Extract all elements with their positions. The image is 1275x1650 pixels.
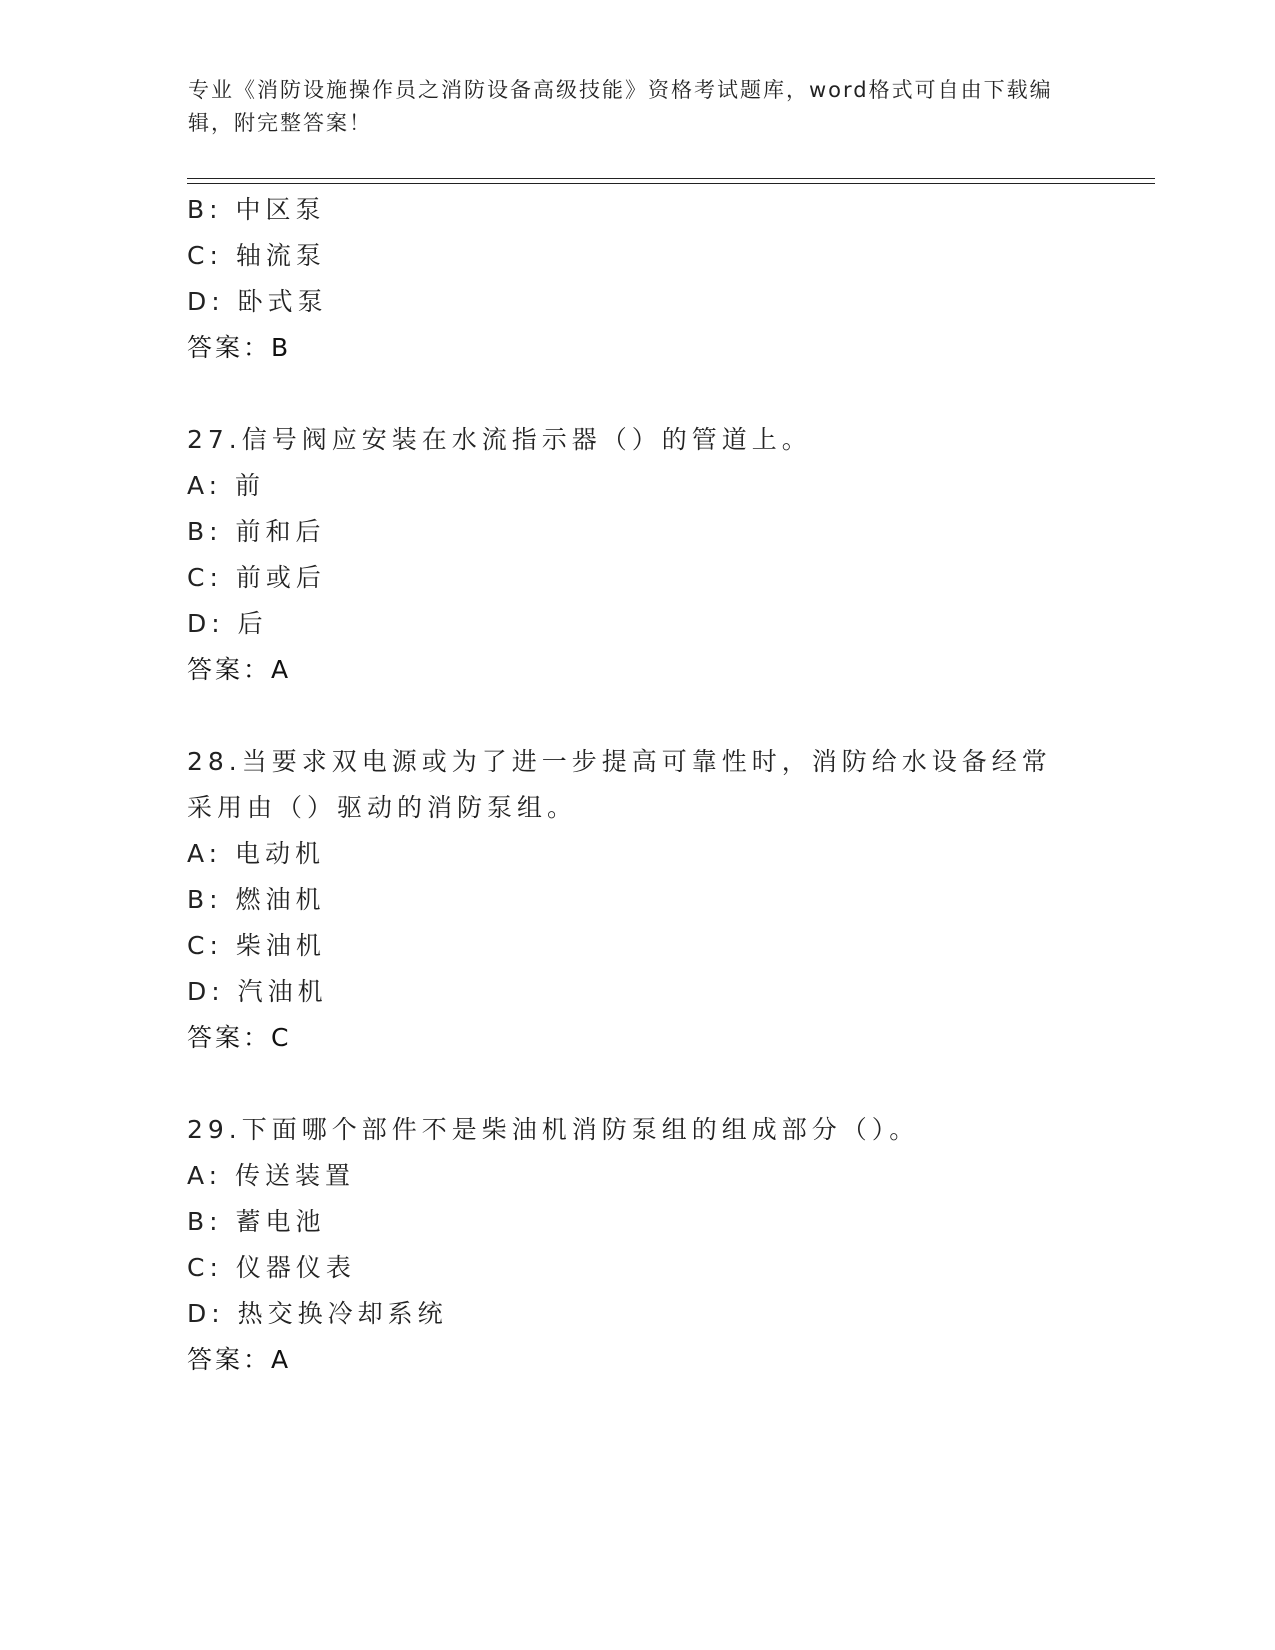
question-continued: [187, 187, 1107, 371]
option-d: D: 汽油机: [187, 977, 328, 1006]
header-divider-top: [187, 178, 1155, 179]
question-28: [187, 739, 1107, 1061]
answer-line: 答案：A: [187, 655, 292, 684]
answer-line: 答案：A: [187, 1345, 292, 1374]
option-c: C: 仪器仪表: [187, 1253, 356, 1282]
option-c: C: 轴流泵: [187, 241, 326, 270]
option-a: A: 前: [187, 471, 266, 500]
header-divider-bottom: [187, 183, 1155, 184]
spacer: [187, 693, 1107, 739]
spacer: [187, 1061, 1107, 1107]
answer-line: 答案：B: [187, 333, 292, 362]
option-a: A: 传送装置: [187, 1161, 356, 1190]
option-b: B: 中区泵: [187, 195, 326, 224]
document-body: [187, 187, 1107, 1383]
spacer: [187, 371, 1107, 417]
option-d: D: 热交换冷却系统: [187, 1299, 448, 1328]
option-a: A: 电动机: [187, 839, 326, 868]
question-27: [187, 417, 1107, 693]
option-d: D: 卧式泵: [187, 287, 328, 316]
question-text: 27.信号阀应安装在水流指示器（）的管道上。: [187, 425, 812, 454]
document-header: 专业《消防设施操作员之消防设备高级技能》资格考试题库，word格式可自由下载编辑，附完整答案！: [188, 78, 1053, 135]
option-b: B: 蓄电池: [187, 1207, 326, 1236]
option-b: B: 燃油机: [187, 885, 326, 914]
answer-line: 答案：C: [187, 1023, 292, 1052]
question-29: [187, 1107, 1107, 1383]
option-c: C: 前或后: [187, 563, 326, 592]
option-d: D: 后: [187, 609, 268, 638]
option-b: B: 前和后: [187, 517, 326, 546]
question-text: 29.下面哪个部件不是柴油机消防泵组的组成部分（）。: [187, 1115, 920, 1144]
question-text: 28.当要求双电源或为了进一步提高可靠性时，消防给水设备经常采用由（）驱动的消防泵组。: [187, 747, 1052, 822]
option-c: C: 柴油机: [187, 931, 326, 960]
